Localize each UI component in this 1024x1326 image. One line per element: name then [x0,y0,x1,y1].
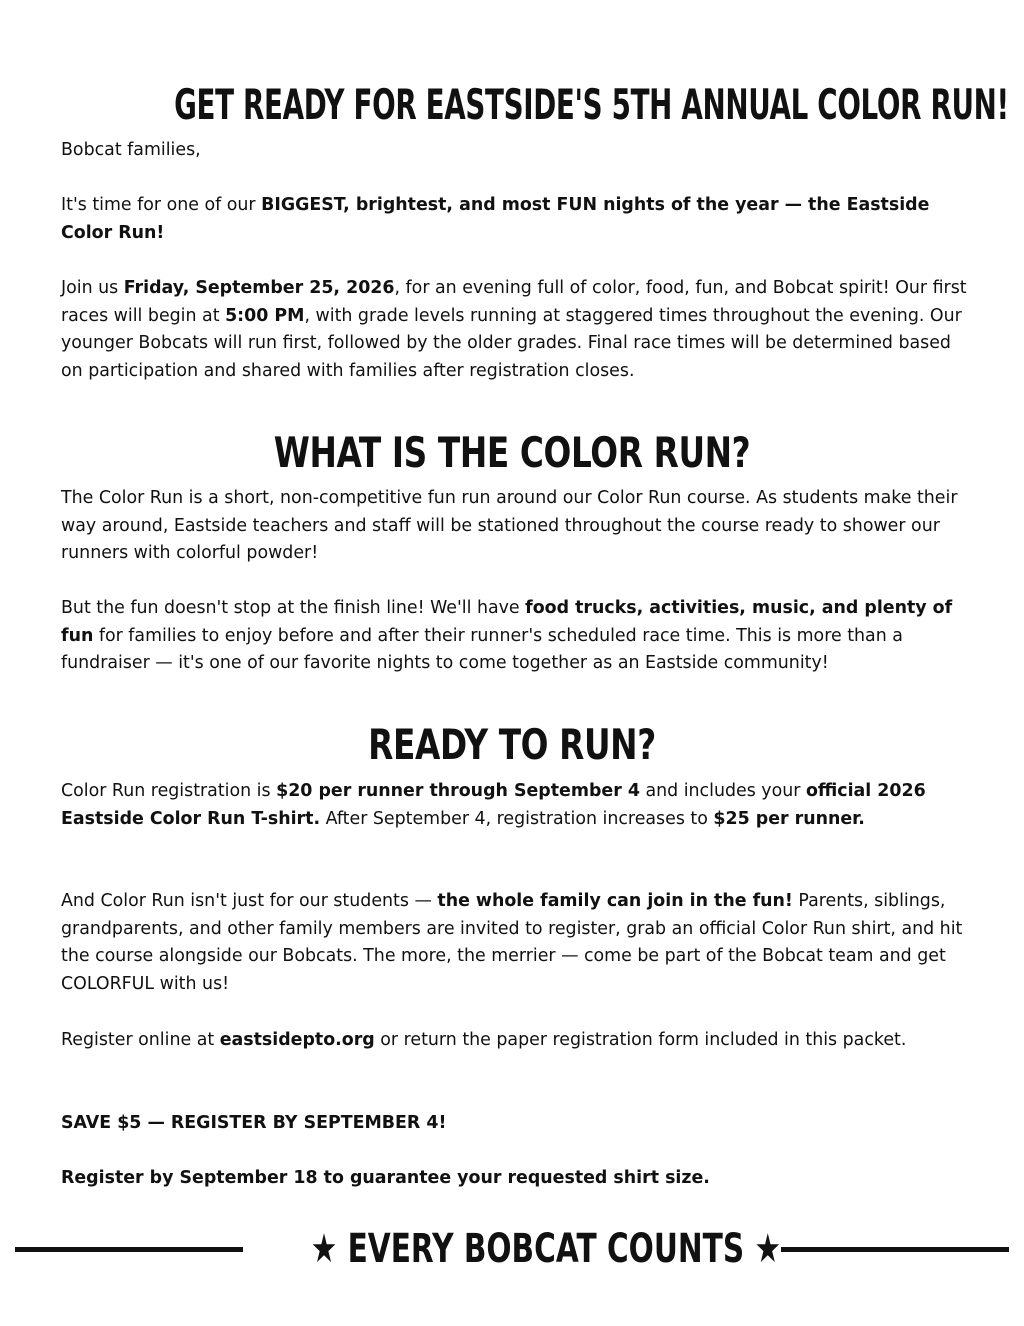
footer-rule-right [781,1247,1009,1252]
star-icon: ★ [754,1226,782,1272]
event-date: Friday, September 25, 2026 [123,278,395,298]
reg1-text-3: After September 4, registration increases to [320,808,714,829]
what2-text-1: But the fun doesn't stop at the finish line! We'll have [61,598,526,618]
page-title: GET READY FOR EASTSIDE'S 5TH ANNUAL COLOR RUN! [174,80,1009,129]
event-details-paragraph [61,275,976,385]
section-heading-what: WHAT IS THE COLOR RUN? [273,428,751,477]
late-price: $25 per runner. [713,808,865,829]
what2-text-2: for families to enjoy before and after their runner's scheduled race time. This is more than a fundraiser — it's one of our favorite nights to come together as an Eastside community! [61,625,903,674]
early-price: $20 per runner through September 4 [276,781,640,801]
footer-rule-left [15,1247,243,1252]
family-highlight: the whole family can join in the fun! [437,891,793,911]
save-note: SAVE $5 — REGISTER BY SEPTEMBER 4! [61,1113,447,1133]
join-text-2: , for an evening full of color, food, fun, and Bobcat spirit! Our first races will begin at [61,278,967,326]
shirt-deadline-note: Register by September 18 to guarantee your requested shirt size. [61,1168,710,1188]
intro-highlight: BIGGEST, brightest, and most FUN nights of the year — the Eastside Color Run! [61,195,930,243]
greeting: Bobcat families, [61,140,201,160]
join-text-1: Join us [61,278,124,298]
section-heading-ready: READY TO RUN? [368,720,656,769]
reg2-text-1: And Color Run isn't just for our students — [61,891,438,911]
reg1-text-1: Color Run registration is [61,781,277,801]
registration-paragraph-2 [61,888,976,998]
join-text-3: , with grade levels running at staggered times throughout the evening. Our younger Bobcats will run first, followed by the older grades. Final race times will be determined based on participation and shared with families after registration closes. [61,305,962,381]
intro-text: It's time for one of our [61,195,262,215]
reg3-text-1: Register online at [61,1030,220,1050]
what2-highlight: food trucks, activities, music, and plenty of fun [61,598,953,646]
reg1-text-2: and includes your [639,781,806,801]
star-icon: ★ [310,1226,338,1272]
intro-paragraph [61,192,976,247]
start-time: 5:00 PM [225,305,305,326]
registration-paragraph-1 [61,778,976,833]
shirt-highlight: official 2026 Eastside Color Run T-shirt. [61,781,926,829]
footer-slogan [310,1220,782,1278]
what-paragraph-1: The Color Run is a short, non-competitive fun run around our Color Run course. As students make their way around, Eastside teachers and staff will be stationed throughout the course ready to shower our runners with colorful powder! [61,488,958,564]
registration-paragraph-3 [61,1027,976,1055]
reg2-text-2: Parents, siblings, grandparents, and other family members are invited to register, grab an official Color Run shirt, and hit the course alongside our Bobcats. The more, the merrier — come be part of the Bobcat team and get COLORFUL with us! [61,891,963,994]
footer-banner [0,1220,1024,1280]
what-paragraph-2 [61,595,976,678]
footer-text: EVERY BOBCAT COUNTS [347,1226,745,1272]
reg3-text-2: or return the paper registration form included in this packet. [374,1030,907,1050]
website-link[interactable]: eastsidepto.org [219,1030,375,1050]
